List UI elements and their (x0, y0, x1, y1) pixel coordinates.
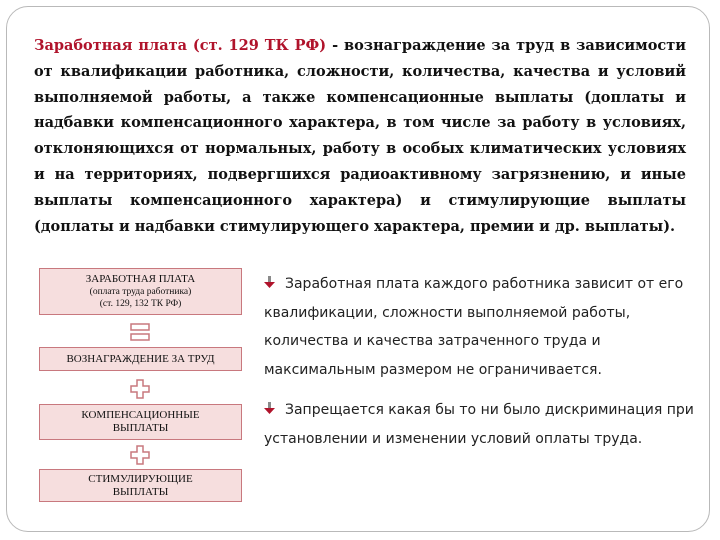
compensation-label: КОМПЕНСАЦИОННЫЕ ВЫПЛАТЫ (81, 409, 200, 434)
plus-sign-icon (130, 379, 150, 399)
compensation-box (39, 404, 242, 440)
incentive-box (39, 469, 242, 502)
points-list (264, 270, 694, 465)
labor-reward-label: ВОЗНАГРАЖДЕНИЕ ЗА ТРУД (66, 352, 215, 365)
plus-sign-icon-2 (130, 445, 150, 465)
salary-box-articles: (ст. 129, 132 ТК РФ) (99, 299, 182, 309)
bullet-arrow-icon (264, 276, 275, 289)
point-item (264, 270, 694, 384)
salary-box-subtitle: (оплата труда работника) (89, 287, 192, 297)
labor-reward-box (39, 347, 242, 371)
point-text-2: Запрещается какая бы то ни было дискриминация при установлении и изменении условий оплаты труда. (264, 402, 694, 447)
equals-sign-icon (130, 323, 150, 341)
definition-term: Заработная плата (ст. 129 ТК РФ) (34, 37, 327, 54)
incentive-label: СТИМУЛИРУЮЩИЕ ВЫПЛАТЫ (88, 472, 193, 498)
definition-text: - вознаграждение за труд в зависимости от квалификации работника, сложности, количества, качества и условий выполняемой работы, а также компенсационные выплаты (доплаты и надбавки компенсационного характера, в том числе за работу в условиях, отклоняющихся от нормальных, работу в особых климатических условиях и на территориях, подвергшихся радиоактивному загрязнению, и иные выплаты компенсационного характера) и стимулирующие выплаты (доплаты и надбавки стимулирующего характера, премии и др. выплаты). (34, 37, 686, 235)
point-item (264, 396, 694, 453)
salary-box-title: ЗАРАБОТНАЯ ПЛАТА (85, 273, 196, 285)
point-text-1: Заработная плата каждого работника зависит от его квалификации, сложности выполняемой работы, количества и качества затраченного труда и максимальным размером не ограничивается. (264, 276, 684, 378)
bullet-arrow-icon (264, 402, 275, 415)
definition-paragraph (34, 33, 686, 239)
salary-box (39, 268, 242, 315)
